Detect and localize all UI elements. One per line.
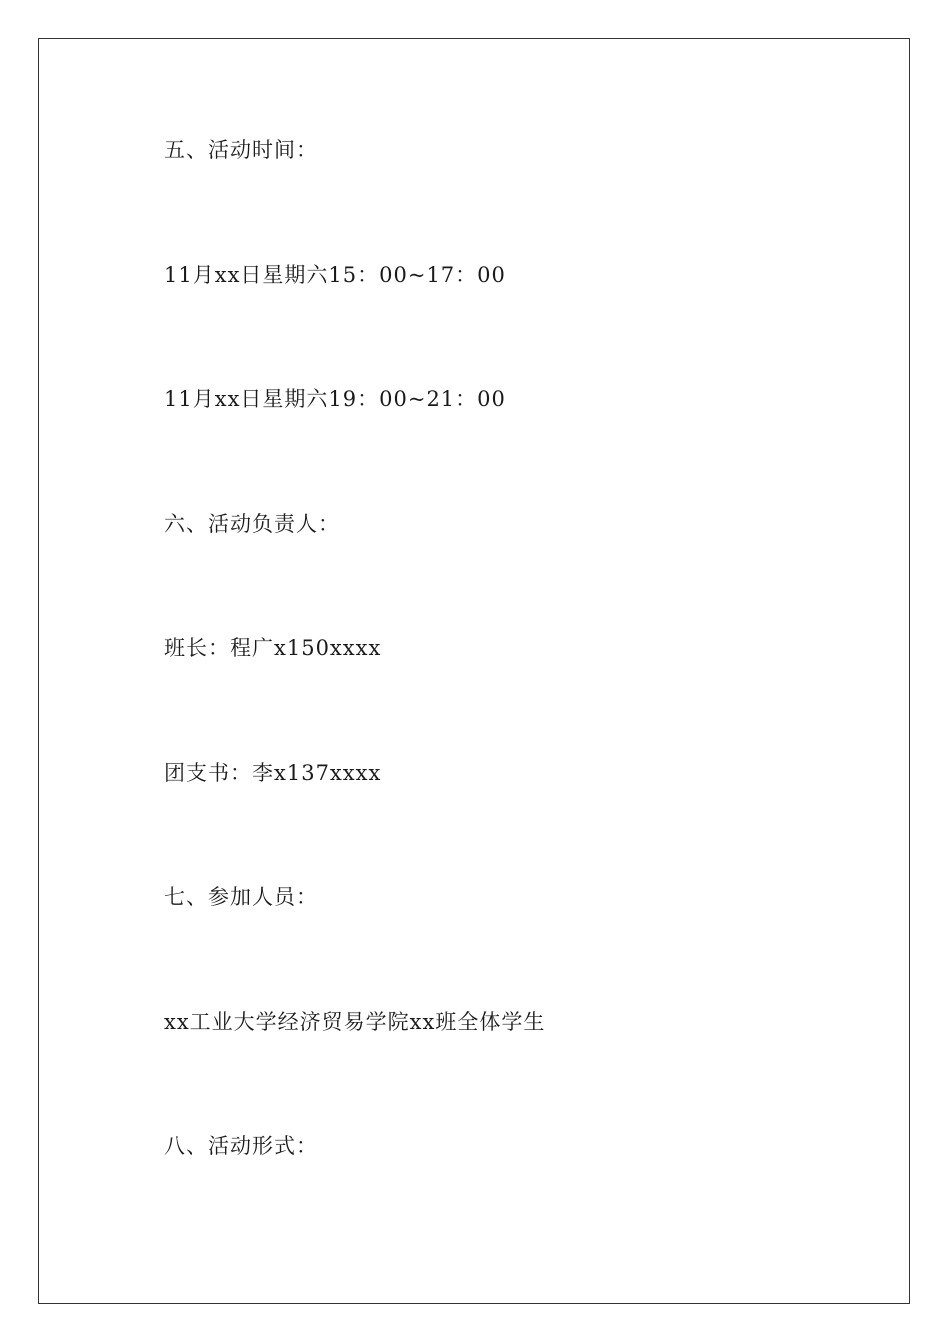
time-slot-evening: 11月xx日星期六19：00~21：00	[164, 387, 506, 411]
page-frame	[38, 38, 910, 1304]
section-heading-time: 五、活动时间：	[164, 138, 318, 162]
participants-text: xx工业大学经济贸易学院xx班全体学生	[164, 1010, 546, 1034]
section-heading-format: 八、活动形式：	[164, 1134, 318, 1158]
leader-league-secretary: 团支书：李x137xxxx	[164, 761, 382, 785]
section-heading-leaders: 六、活动负责人：	[164, 512, 340, 536]
time-slot-afternoon: 11月xx日星期六15：00~17：00	[164, 263, 506, 287]
section-heading-participants: 七、参加人员：	[164, 885, 318, 909]
leader-monitor: 班长：程广x150xxxx	[164, 636, 382, 660]
